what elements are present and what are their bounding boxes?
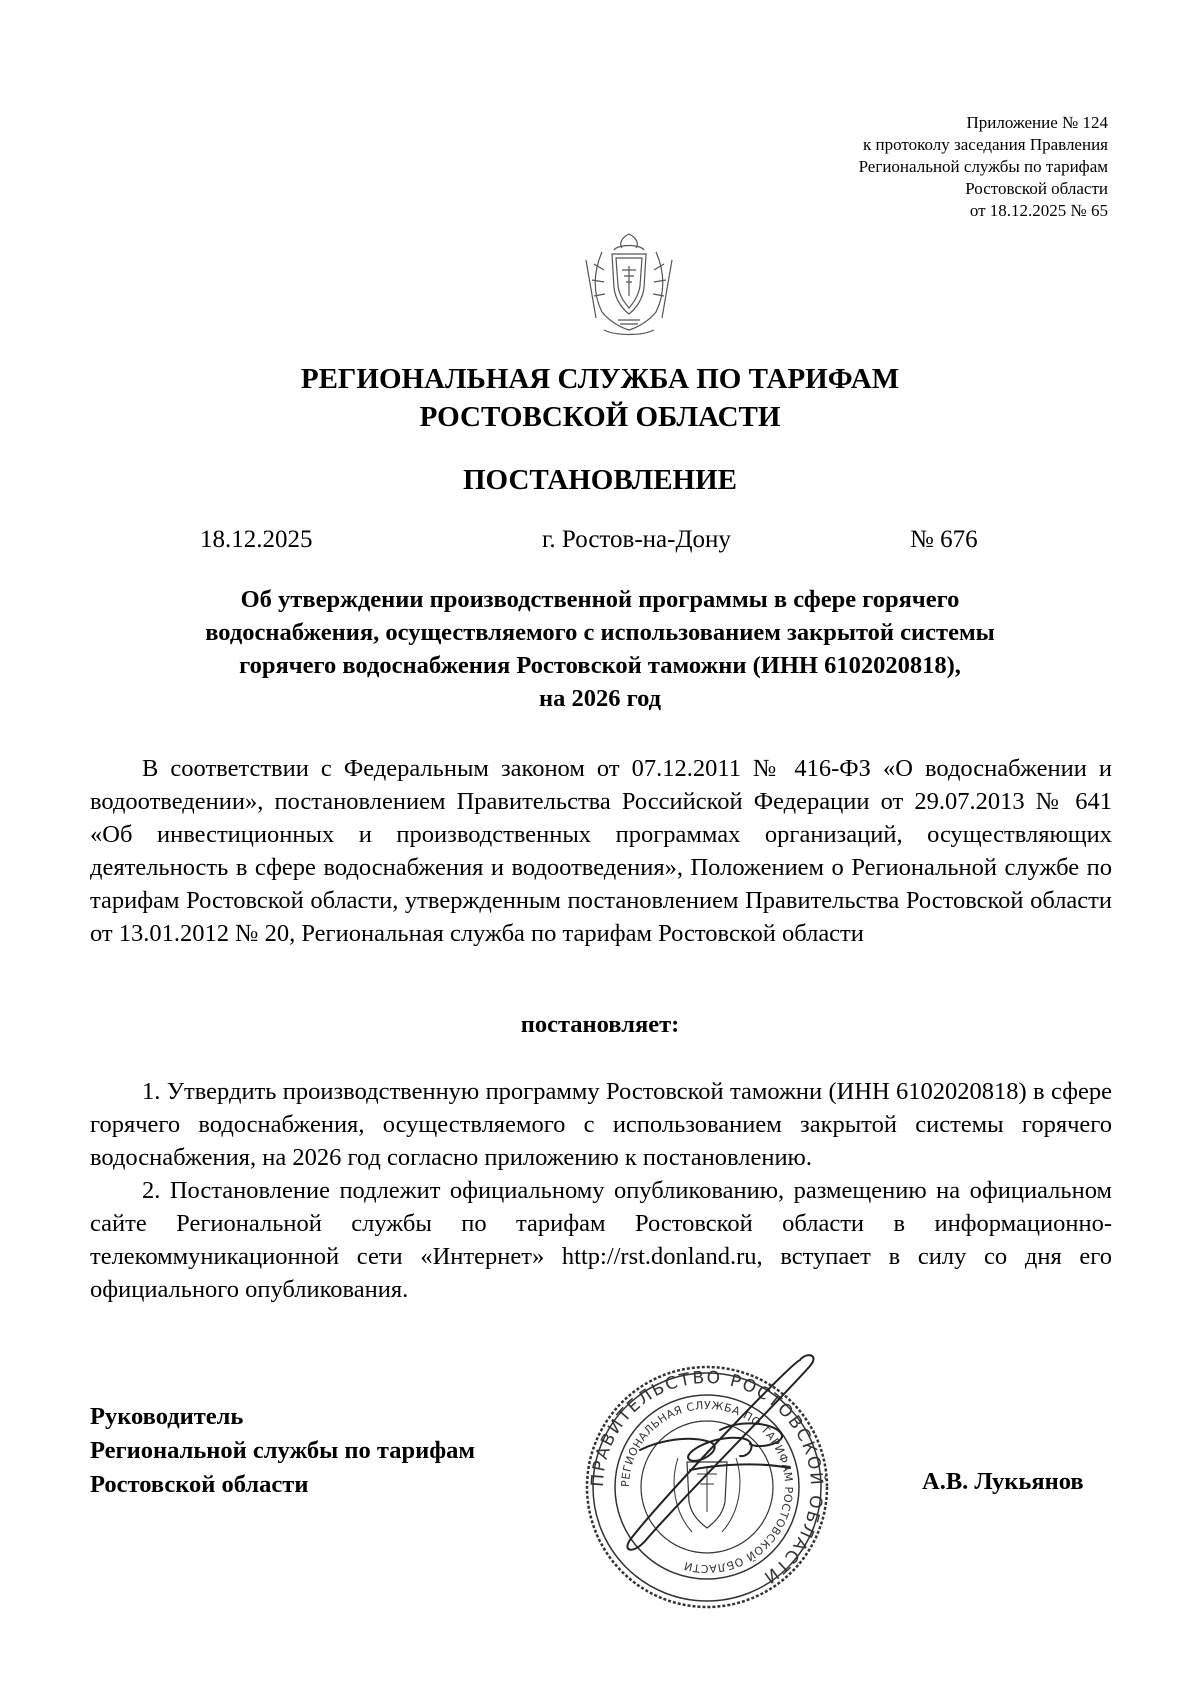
appendix-block — [688, 112, 1108, 222]
signatory-title-line: Руководитель — [90, 1403, 244, 1430]
seal-inner-text: РЕГИОНАЛЬНАЯ СЛУЖБА ПО ТАРИФАМ РОСТОВСКОЙ ОБЛАСТИ — [618, 1398, 796, 1576]
document-type: ПОСТАНОВЛЕНИЕ — [462, 464, 737, 496]
appendix-line: к протоколу заседания Правления — [863, 135, 1108, 154]
subject-line: горячего водоснабжения Ростовской таможни (ИНН 6102020818), — [239, 652, 961, 679]
appendix-line: Приложение № 124 — [966, 113, 1108, 132]
subject-line: водоснабжения, осуществляемого с использованием закрытой системы — [205, 619, 995, 646]
seal-outer-text: ПРАВИТЕЛЬСТВО РОСТОВСКОЙ ОБЛАСТИ — [587, 1367, 827, 1589]
subject-line: на 2026 год — [538, 685, 662, 712]
document-number: № 676 — [910, 526, 978, 553]
signatory-title-line: Региональной службы по тарифам — [90, 1437, 476, 1464]
signatory-title-line: Ростовской области — [90, 1471, 309, 1498]
preamble-text: В соответствии с Федеральным законом от 07.12.2011 № 416-ФЗ «О водоснабжении и водоотведении», постановлением Правительства Российской Федерации от 29.07.2013 № 641 «Об инвестиционных и производственных программах организаций, осуществляющих деятельность в сфере водоснабжения и водоотведения», Положением о Региональной службе по тарифам Ростовской области, утвержденным постановлением Правительства Ростовской области от 13.01.2012 № 20, Региональная служба по тарифам Ростовской области — [90, 755, 1112, 947]
document-subject — [150, 583, 1050, 715]
appendix-line: Региональной службы по тарифам — [858, 157, 1108, 176]
decree-word: постановляет: — [520, 1011, 680, 1038]
handwritten-signature-icon — [600, 1340, 900, 1560]
organization-name-line: РОСТОВСКОЙ ОБЛАСТИ — [419, 401, 781, 433]
preamble-paragraph — [90, 752, 1112, 950]
signatory-name: А.В. Лукьянов — [922, 1468, 1084, 1495]
signatory-title — [90, 1400, 475, 1502]
subject-line: Об утверждении производственной программы в сфере горячего — [240, 586, 960, 613]
appendix-line: от 18.12.2025 № 65 — [969, 201, 1108, 220]
document-date: 18.12.2025 — [200, 526, 313, 553]
decree-item: 1. Утвердить производственную программу Ростовской таможни (ИНН 6102020818) в сфере горячего водоснабжения, осуществляемого с использованием закрытой системы горячего водоснабжения, на 2026 год согласно приложению к постановлению. — [90, 1078, 1112, 1171]
decree-items — [90, 1075, 1112, 1306]
coat-of-arms-icon — [574, 230, 684, 340]
organization-name — [0, 360, 1200, 436]
appendix-line: Ростовской области — [965, 179, 1108, 198]
document-city: г. Ростов-на-Дону — [542, 526, 731, 553]
decree-item: 2. Постановление подлежит официальному опубликованию, размещению на официальном сайте Региональной службы по тарифам Ростовской области в информационно-телекоммуникационной сети «Интернет» http://rst.donland.ru, вступает в силу со дня его официального опубликования. — [90, 1177, 1112, 1303]
organization-name-line: РЕГИОНАЛЬНАЯ СЛУЖБА ПО ТАРИФАМ — [300, 363, 900, 395]
